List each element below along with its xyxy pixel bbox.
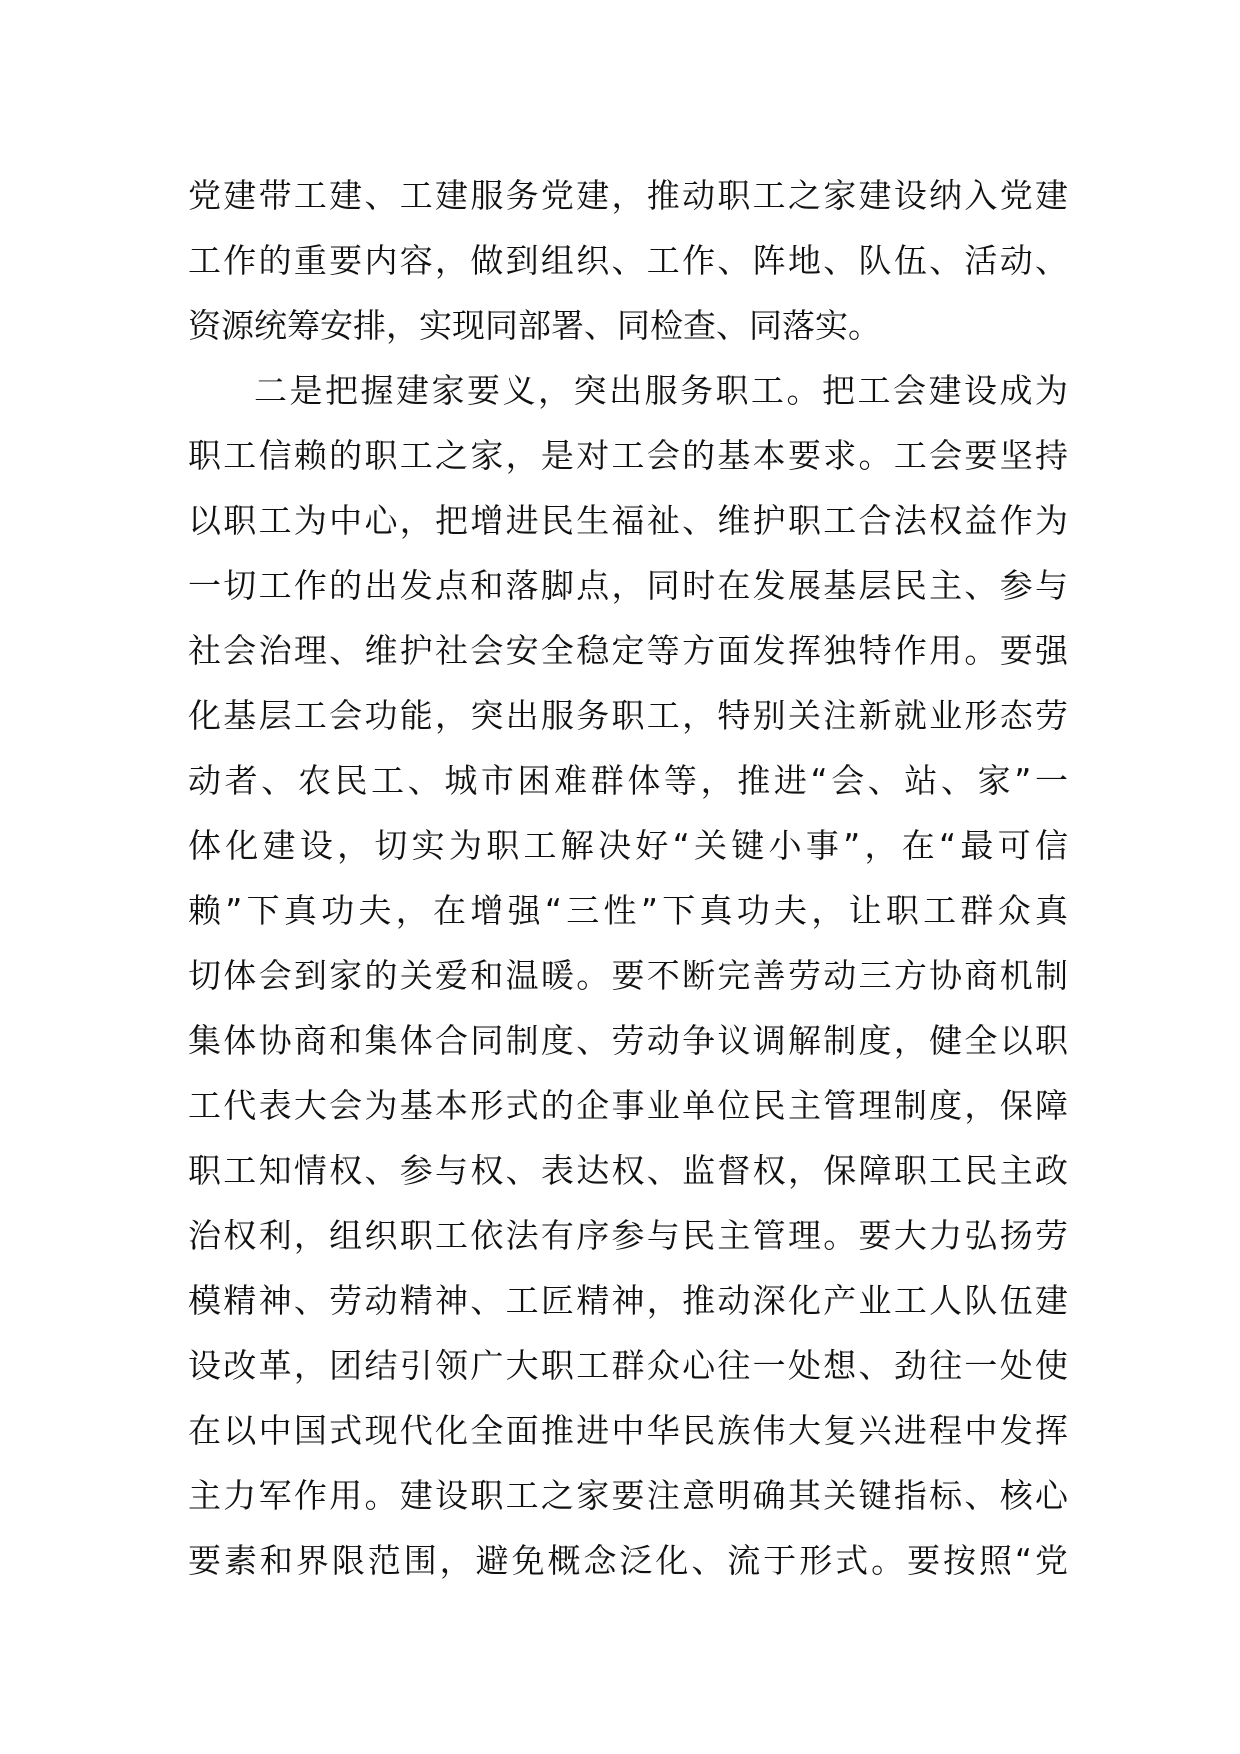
text-line-17: 治权利，组织职工依法有序参与民主管理。要大力弘扬劳 [188,1216,1068,1255]
text-line-5: 职工信赖的职工之家，是对工会的基本要求。工会要坚持 [188,436,1068,475]
text-line-20: 在以中国式现代化全面推进中华民族伟大复兴进程中发挥 [188,1411,1068,1450]
text-line-12: 赖”下真功夫，在增强“三性”下真功夫，让职工群众真 [188,891,1068,930]
text-line-21: 主力军作用。建设职工之家要注意明确其关键指标、核心 [188,1476,1068,1515]
text-line-4: 二是把握建家要义，突出服务职工。把工会建设成为 [254,371,1068,410]
text-line-15: 工代表大会为基本形式的企事业单位民主管理制度，保障 [188,1086,1068,1125]
text-line-3: 资源统筹安排，实现同部署、同检查、同落实。 [188,306,881,345]
text-line-10: 动者、农民工、城市困难群体等，推进“会、站、家”一 [188,761,1068,800]
text-line-16: 职工知情权、参与权、表达权、监督权，保障职工民主政 [188,1151,1068,1190]
text-line-13: 切体会到家的关爱和温暖。要不断完善劳动三方协商机制 [188,956,1068,995]
text-line-18: 模精神、劳动精神、工匠精神，推动深化产业工人队伍建 [188,1281,1068,1320]
text-line-6: 以职工为中心，把增进民生福祉、维护职工合法权益作为 [188,501,1068,540]
text-line-22: 要素和界限范围，避免概念泛化、流于形式。要按照“党 [188,1541,1068,1580]
text-line-2: 工作的重要内容，做到组织、工作、阵地、队伍、活动、 [188,241,1068,280]
text-line-14: 集体协商和集体合同制度、劳动争议调解制度，健全以职 [188,1021,1068,1060]
text-line-11: 体化建设，切实为职工解决好“关键小事”，在“最可信 [188,826,1068,865]
text-line-19: 设改革，团结引领广大职工群众心往一处想、劲往一处使 [188,1346,1068,1385]
text-line-7: 一切工作的出发点和落脚点，同时在发展基层民主、参与 [188,566,1068,605]
text-line-1: 党建带工建、工建服务党建，推动职工之家建设纳入党建 [188,176,1068,215]
text-line-9: 化基层工会功能，突出服务职工，特别关注新就业形态劳 [188,696,1068,735]
body-text [188,163,1068,1593]
text-line-8: 社会治理、维护社会安全稳定等方面发挥独特作用。要强 [188,631,1068,670]
